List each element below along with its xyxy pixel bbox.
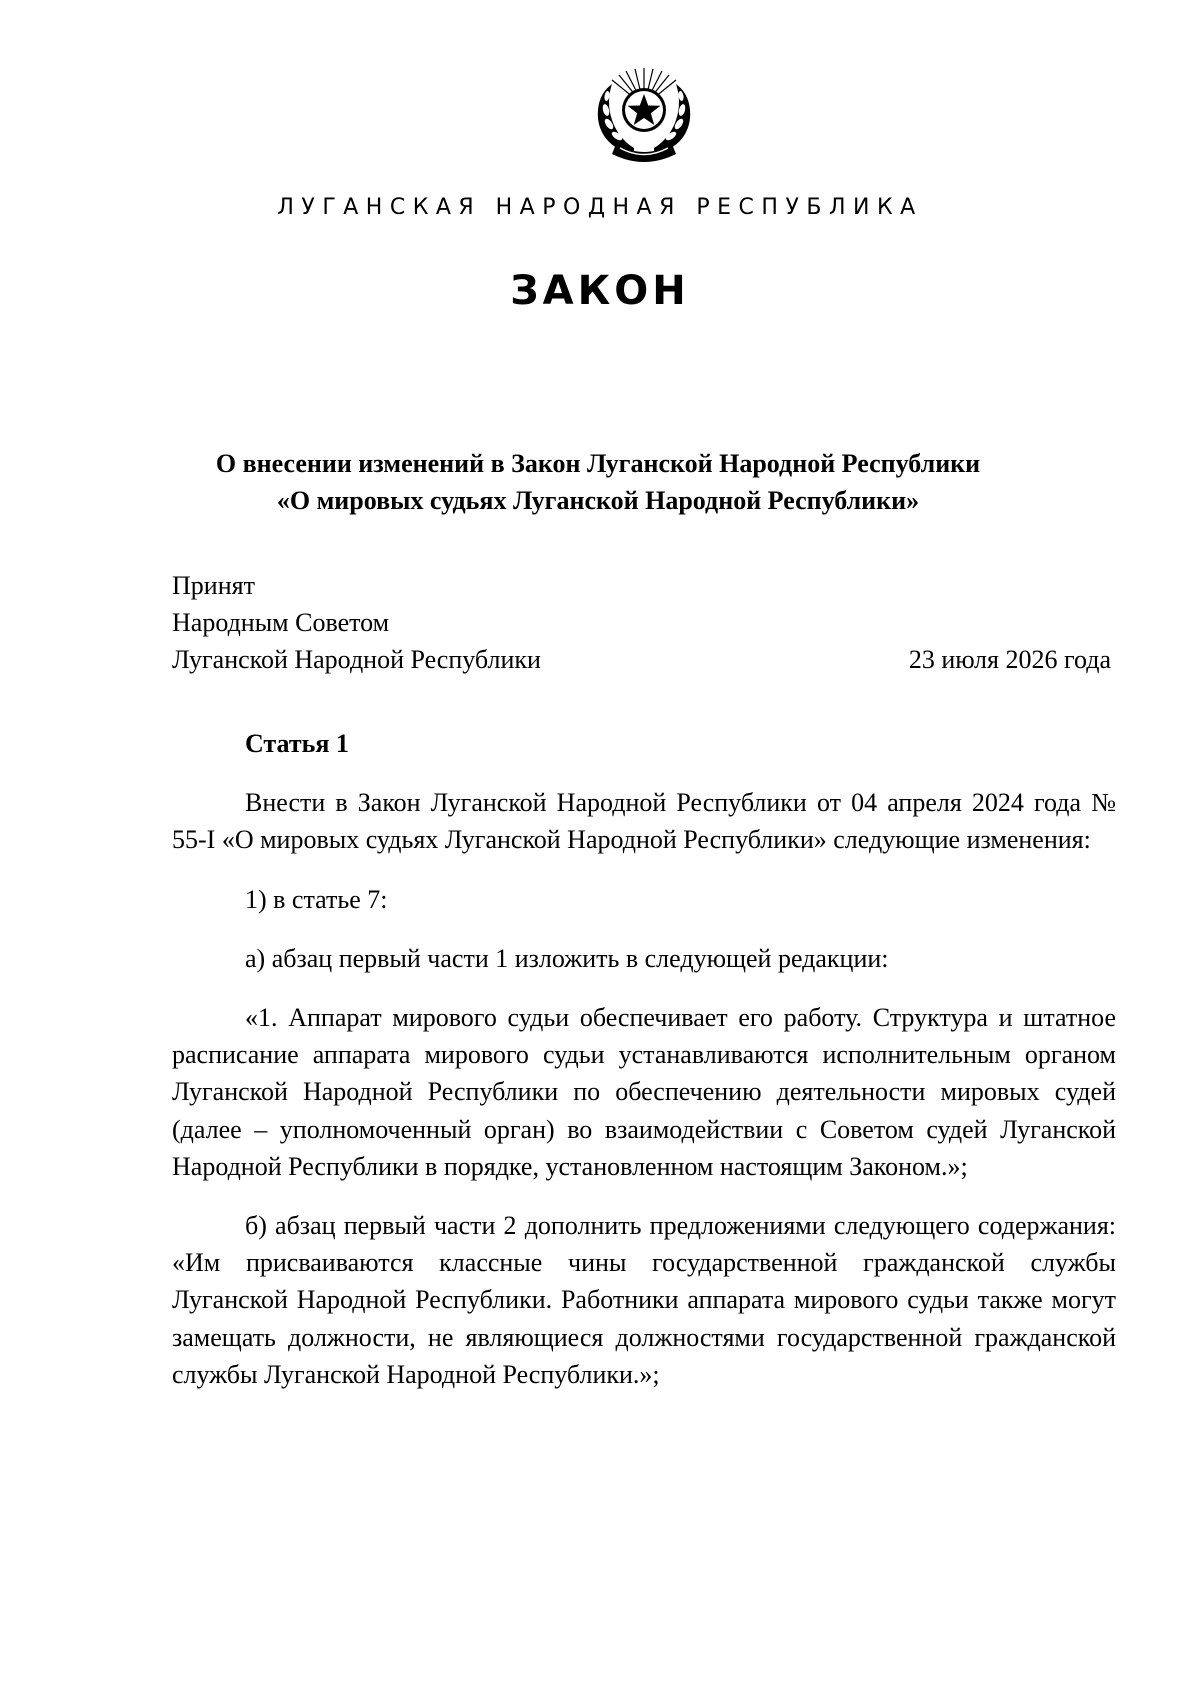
adoption-line-3: Луганской Народной Республики xyxy=(172,645,541,674)
article-paragraph: 1) в статье 7: xyxy=(245,884,388,914)
article-paragraph: б) абзац первый части 2 дополнить предложениями следующего содержания: «Им присваиваются классные чины государственной гражданской службы Луганской Народной Республики. Работники аппарата мирового судьи также могут замещать должности, не являющиеся должностями государственной гражданской службы Луганской Народной Республики.»; xyxy=(172,1211,1116,1389)
law-title xyxy=(170,445,1026,519)
article-body xyxy=(172,725,1116,1415)
law-title-line-1: О внесении изменений в Закон Луганской Народной Республики xyxy=(215,449,981,478)
article-heading: Статья 1 xyxy=(245,729,349,758)
adoption-line-2: Народным Советом xyxy=(172,608,390,637)
adoption-block xyxy=(172,567,541,678)
state-emblem xyxy=(590,62,698,166)
adoption-line-1: Принят xyxy=(172,571,255,600)
adoption-date: 23 июля 2026 года xyxy=(908,645,1111,674)
article-paragraph: Внести в Закон Луганской Народной Республики от 04 апреля 2024 года № 55-I «О мировых судьях Луганской Народной Республики» следующие изменения: xyxy=(172,788,1116,855)
emblem-icon xyxy=(590,62,698,166)
republic-name: ЛУГАНСКАЯ НАРОДНАЯ РЕСПУБЛИКА xyxy=(277,195,923,220)
article-paragraph: а) абзац первый части 1 изложить в следующей редакции: xyxy=(245,943,889,973)
article-paragraph: «1. Аппарат мирового судьи обеспечивает его работу. Структура и штатное расписание аппарата мирового судьи устанавливаются исполнительным органом Луганской Народной Республики по обеспечению деятельности мировых судей (далее – уполномоченный орган) во взаимодействии с Советом судей Луганской Народной Республики в порядке, установленном настоящим Законом.»; xyxy=(172,1003,1116,1181)
document-type: ЗАКОН xyxy=(510,268,690,314)
law-title-line-2: «О мировых судьях Луганской Народной Республики» xyxy=(276,486,920,515)
